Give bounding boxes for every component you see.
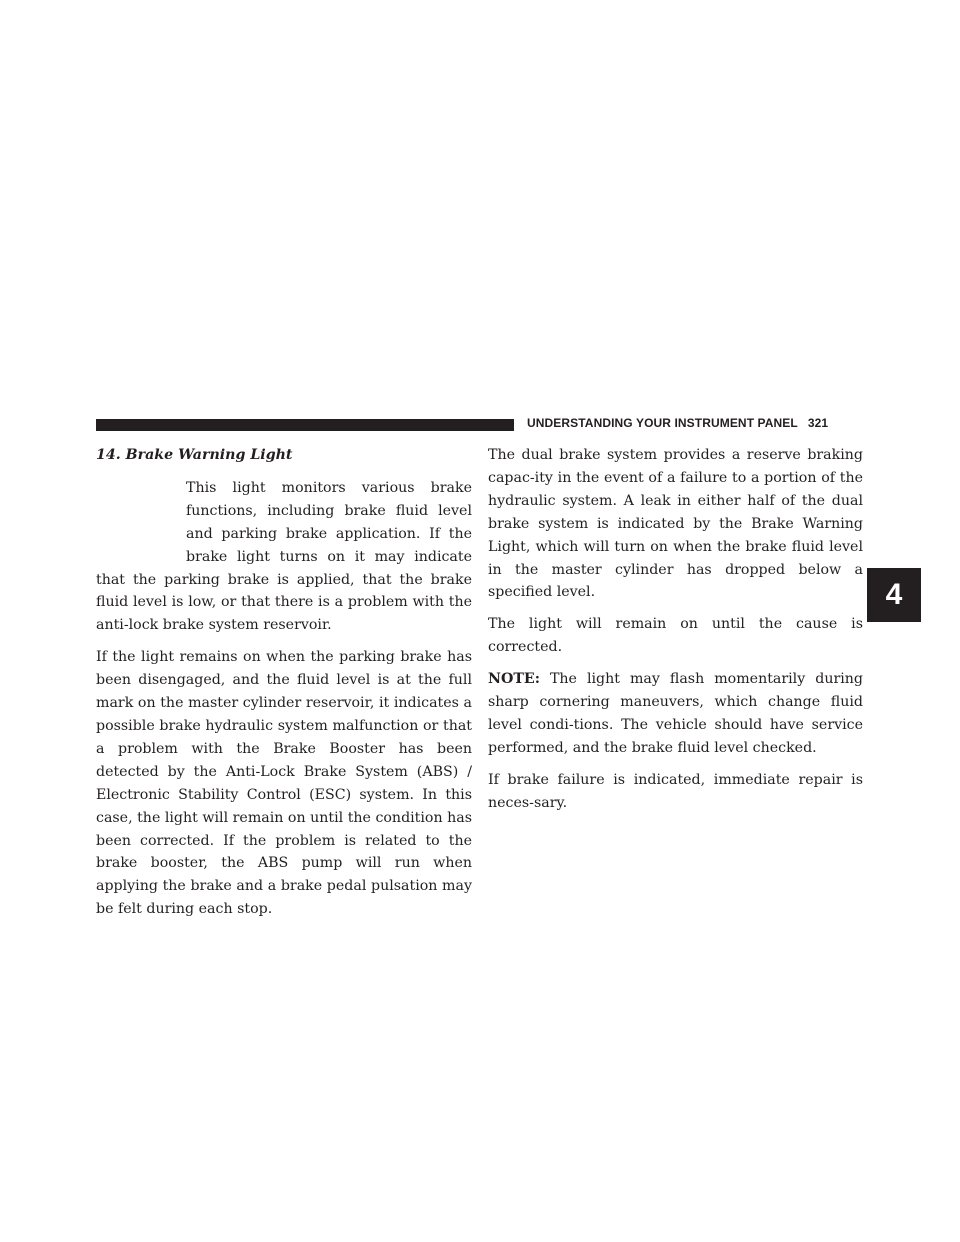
section-title: UNDERSTANDING YOUR INSTRUMENT PANEL (527, 416, 798, 430)
note-label: NOTE: (488, 671, 540, 688)
left-column (96, 444, 472, 930)
running-header (527, 416, 828, 430)
paragraph-light-remain: The light will remain on until the cause is corrected. (488, 616, 863, 656)
right-column (488, 444, 863, 824)
note-text: The light may flash momentarily during sharp cornering maneuvers, which change fluid level condi-tions. The vehicle should have service performed, and the brake fluid level checked. (488, 671, 863, 756)
paragraph-light-description: This light monitors various brake functions, including brake fluid level and parking brake application. If the brake light turns on it may indicate that the parking brake is applied, that the brake fluid level is low, or that there is a problem with the anti-lock brake system reservoir. (96, 479, 472, 634)
header-rule (96, 419, 514, 431)
paragraph-brake-failure: If brake failure is indicated, immediate repair is neces-sary. (488, 771, 863, 811)
page-number: 321 (807, 416, 829, 430)
paragraph-light-remains-on: If the light remains on when the parking brake has been disengaged, and the fluid level is at the full mark on the master cylinder reservoir, it indicates a possible brake hydraulic system malfunction or that a problem with the Brake Booster has been detected by the Anti-Lock Brake System (ABS) / Electronic Stability Control (ESC) system. In this case, the light will remain on until the condition has been corrected. If the problem is related to the brake booster, the ABS pump will run when applying the brake and a brake pedal pulsation may be felt during each stop. (96, 649, 472, 918)
chapter-tab: 4 (867, 568, 921, 622)
section-heading: 14. Brake Warning Light (96, 447, 293, 463)
brake-warning-icon (96, 477, 186, 567)
note-paragraph (488, 668, 863, 760)
paragraph-dual-brake-system: The dual brake system provides a reserve braking capac-ity in the event of a failure to a portion of the hydraulic system. A leak in either half of the dual brake system is indicated by the Brake Warning Light, which will turn on when the brake fluid level in the master cylinder has dropped below a specified level. (488, 447, 863, 601)
